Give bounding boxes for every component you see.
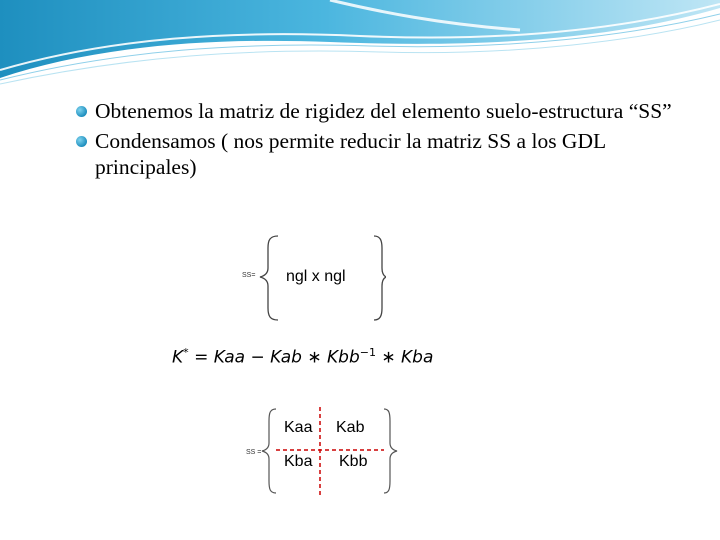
bullet-text: Obtenemos la matriz de rigidez del elemento suelo-estructura “SS” [95,99,672,123]
formula-equals: = [194,347,209,368]
matrix-size-figure [240,232,386,324]
matrix-size-text: ngl x ngl [286,268,346,285]
block-kab: Kab [336,419,365,436]
block-kbb: Kbb [339,453,368,470]
formula-times: ∗ [307,347,322,368]
block-kba: Kba [284,453,313,470]
formula-term-kba: Kba [401,347,434,368]
header-wave [0,0,720,90]
bullet-icon [76,136,87,147]
formula-inverse-sup: −1 [359,346,376,359]
formula-term-kbb: Kbb [327,347,360,368]
bullet-item [76,128,676,180]
block-kaa: Kaa [284,419,313,436]
formula-lhs: K [172,347,184,368]
formula-term-kab: Kab [270,347,302,368]
partitioned-matrix-figure [240,405,398,497]
formula-term-kaa: Kaa [213,347,246,368]
bullet-text: Condensamos ( nos permite reducir la matriz SS a los GDL principales) [95,129,606,179]
bullet-icon [76,106,87,117]
formula-minus: − [250,347,265,368]
partition-label: SS = [246,449,262,456]
formula-times: ∗ [381,347,396,368]
bullet-item [76,98,676,124]
partition-braces [240,405,398,497]
bullet-list [76,98,676,184]
formula-lhs-sup: * [183,346,189,359]
condensation-formula [172,346,472,368]
matrix-label: SS= [242,272,256,279]
